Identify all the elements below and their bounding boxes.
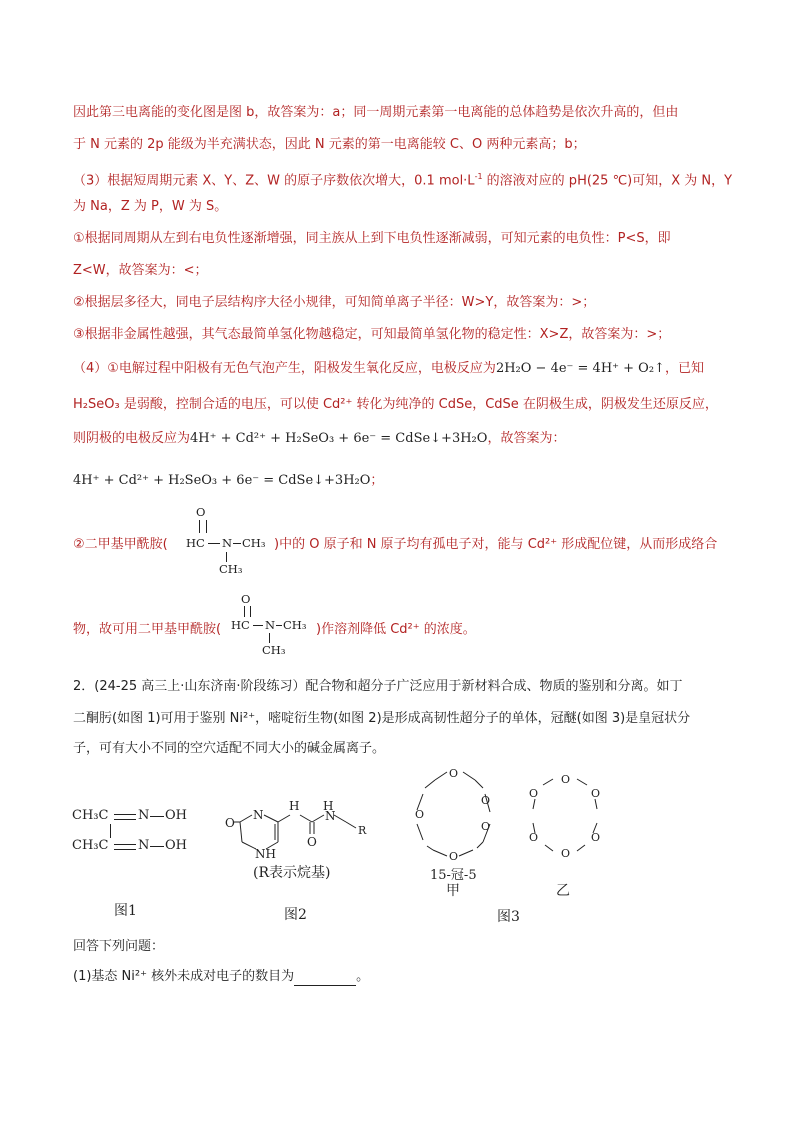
answer-line-11b: ，故答案为： — [487, 431, 566, 446]
fig3-caption: 图3 — [497, 909, 520, 925]
dmf-hc: HC — [186, 536, 205, 550]
fig1-row2-n: N — [138, 838, 150, 853]
fig2-o-carbonyl: O — [307, 835, 317, 849]
answer-line-14a: 物，故可用二甲基甲酰胺( — [73, 622, 222, 637]
question-line-2: 二酮肟(如图 1)可用于鉴别 Ni²⁺，嘧啶衍生物(如图 2)是形成高韧性超分子的单体，冠醚(如图 3)是皇冠状分 — [73, 711, 691, 726]
figure-3-yi — [515, 765, 615, 865]
answer-line-8: ③根据非金属性越强，其气态最简单氢化物越稳定，可知最简单氢化物的稳定性：X>Z，故答案为：>； — [73, 327, 671, 342]
fig2-note: (R表示烷基) — [253, 865, 331, 881]
answer-blank[interactable] — [294, 972, 356, 986]
fig2-nh: NH — [255, 847, 276, 861]
crown-o-3: O — [481, 820, 491, 833]
sub-question-1-text: (1)基态 Ni²⁺ 核外未成对电子的数目为 — [73, 969, 295, 984]
crown2-o-5: O — [529, 831, 539, 844]
answer-line-3 — [73, 168, 732, 190]
fig1-row2-single-bond — [150, 846, 164, 847]
answer-line-12 — [73, 472, 383, 490]
answer-line-9a: （4）①电解过程中阳极有无色气泡产生，阳极发生氧化反应，电极反应为 — [73, 361, 496, 376]
crown2-o-4: O — [561, 847, 571, 860]
fig2-caption: 图2 — [284, 907, 307, 923]
fig2-h2: H — [323, 799, 334, 813]
fig3-label: 15-冠-5 — [430, 868, 477, 883]
dmf-n: N — [222, 536, 233, 550]
fig1-caption: 图1 — [114, 903, 137, 919]
answer-line-7: ②根据层多径大，同电子层结构序大径小规律，可知简单离子半径：W>Y，故答案为：>； — [73, 295, 596, 310]
answer-line-11 — [73, 430, 565, 448]
dmf2-hc: HC — [231, 618, 250, 632]
cathode-equation-answer: 4H⁺ + Cd²⁺ + H₂SeO₃ + 6e⁻ = CdSe↓+3H₂O — [73, 473, 371, 488]
sub-question-1-end: 。 — [356, 969, 370, 984]
fig1-row1-n: N — [138, 808, 150, 823]
question-line-1: 2．(24-25 高三上·山东济南·阶段练习）配合物和超分子广泛应用于新材料合成、物质的鉴别和分离。如丁 — [73, 679, 683, 694]
answer-line-10 — [73, 396, 718, 414]
answer-line-9b: ，已知 — [664, 361, 704, 376]
crown2-o-2: O — [591, 787, 601, 800]
dmf-o: O — [196, 505, 206, 519]
crown2-o-1: O — [561, 773, 571, 786]
fig2-o: O — [225, 816, 235, 830]
fig1-row2-oh: OH — [165, 838, 187, 853]
fig2-n: N — [253, 808, 264, 822]
answer-line-6: Z<W，故答案为：<； — [73, 263, 208, 278]
answer-line-9 — [73, 360, 704, 378]
answer-line-14b: )作溶剂降低 Cd²⁺ 的浓度。 — [316, 622, 476, 637]
dmf-double-bond — [199, 520, 207, 533]
dmf-ch3-right: CH₃ — [242, 536, 266, 550]
crown2-o-3: O — [591, 831, 601, 844]
figure-1 — [72, 800, 202, 920]
fig1-row1-single-bond — [150, 816, 164, 817]
answer-line-2: 于 N 元素的 2p 能级为半充满状态，因此 N 元素的第一电离能较 C、O 两种元素高；b； — [73, 137, 586, 152]
dmf-structure-2 — [225, 592, 315, 660]
answer-line-13a: ②二甲基甲酰胺( — [73, 537, 168, 552]
answer-line-4: 为 Na，Z 为 P，W 为 S。 — [73, 199, 228, 214]
dmf2-double-bond — [244, 606, 251, 617]
dmf2-bond-nch3 — [276, 625, 282, 626]
fig1-cc-bond — [110, 824, 111, 838]
fig1-row1-ch3c: CH₃C — [72, 808, 109, 823]
dmf-ch3-down: CH₃ — [219, 562, 243, 576]
fig2-r: R — [358, 824, 367, 837]
answer-prompt: 回答下列问题： — [73, 939, 165, 954]
crown2-o-6: O — [529, 787, 539, 800]
dmf2-bond-down — [269, 633, 270, 643]
answer-line-10b: 是弱酸，控制合适的电压，可以使 Cd²⁺ 转化为纯净的 CdSe，CdSe 在阴极生成，阴极发生还原反应， — [119, 397, 718, 412]
figure-3-jia — [395, 760, 515, 870]
fig1-row1-oh: OH — [165, 808, 187, 823]
fig2-h1: H — [289, 799, 300, 813]
question-line-3: 子，可有大小不同的空穴适配不同大小的碱金属离子。 — [73, 741, 386, 756]
dmf-structure-1 — [180, 505, 270, 577]
answer-line-13b: )中的 O 原子和 N 原子均有孤电子对，能与 Cd²⁺ 形成配位键，从而形成络合 — [274, 537, 718, 552]
answer-line-5: ①根据同周期从左到右电负性逐渐增强，同主族从上到下电负性逐渐减弱，可知元素的电负性：P<S，即 — [73, 231, 671, 246]
dmf-bond-nch3 — [233, 543, 241, 544]
figure-2 — [222, 790, 382, 900]
crown-o-5: O — [415, 808, 425, 821]
answer-line-11a: 则阴极的电极反应为 — [73, 431, 191, 446]
answer-line-1: 因此第三电离能的变化图是图 b，故答案为：a；同一周期元素第一电离能的总体趋势是依次升高的，但由 — [73, 105, 679, 120]
answer-line-3b: 的溶液对应的 pH(25 ℃)可知，X 为 N，Y — [482, 173, 733, 189]
fig2-n-right: N — [325, 809, 336, 823]
anode-equation: 2H₂O − 4e⁻ = 4H⁺ + O₂↑ — [495, 361, 665, 376]
fig3-jia: 甲 — [446, 883, 460, 899]
dmf2-ch3-right: CH₃ — [283, 618, 307, 632]
crown-o-2: O — [481, 794, 491, 807]
dmf2-ch3-down: CH₃ — [262, 643, 286, 657]
dmf2-bond-cn — [253, 625, 263, 626]
answer-line-12b: ； — [370, 473, 384, 488]
answer-line-3a: （3）根据短周期元素 X、Y、Z、W 的原子序数依次增大，0.1 mol·L — [73, 173, 475, 189]
fig1-row2-double-bond — [114, 844, 136, 850]
answer-line-3-sup: -1 — [474, 172, 483, 181]
dmf-bond-down — [226, 552, 227, 562]
fig3-yi: 乙 — [556, 883, 570, 899]
cathode-equation: 4H⁺ + Cd²⁺ + H₂SeO₃ + 6e⁻ = CdSe↓+3H₂O — [190, 431, 488, 446]
fig1-row2-ch3c: CH₃C — [72, 838, 109, 853]
crown-o-4: O — [449, 850, 459, 863]
crown-o-1: O — [449, 767, 459, 780]
dmf2-n: N — [265, 618, 276, 632]
fig1-row1-double-bond — [114, 814, 136, 820]
sub-question-1 — [73, 968, 369, 986]
dmf-bond-cn — [208, 543, 220, 544]
dmf2-o: O — [241, 592, 251, 606]
answer-line-10a: H₂SeO₃ — [73, 397, 120, 412]
